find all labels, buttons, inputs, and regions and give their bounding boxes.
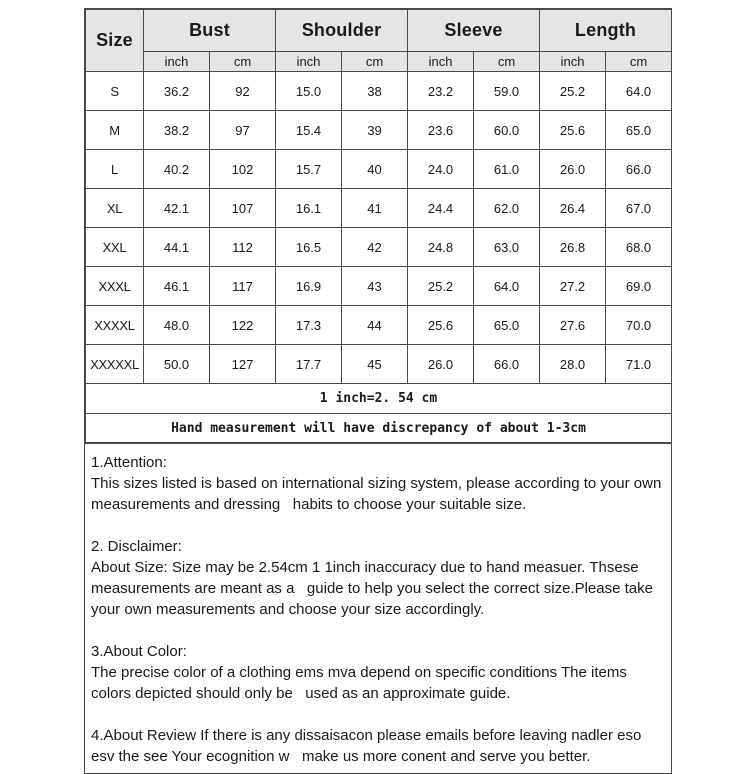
value-cell: 71.0 xyxy=(606,345,672,384)
value-cell: 50.0 xyxy=(144,345,210,384)
size-cell: S xyxy=(86,72,144,111)
value-cell: 48.0 xyxy=(144,306,210,345)
value-cell: 23.6 xyxy=(408,111,474,150)
value-cell: 38 xyxy=(342,72,408,111)
value-cell: 17.7 xyxy=(276,345,342,384)
value-cell: 26.4 xyxy=(540,189,606,228)
table-row xyxy=(86,72,672,111)
value-cell: 25.2 xyxy=(408,267,474,306)
value-cell: 39 xyxy=(342,111,408,150)
table-row xyxy=(86,306,672,345)
value-cell: 127 xyxy=(210,345,276,384)
header-row xyxy=(86,10,672,52)
value-cell: 16.1 xyxy=(276,189,342,228)
table-row xyxy=(86,150,672,189)
value-cell: 92 xyxy=(210,72,276,111)
unit-header: cm xyxy=(606,52,672,72)
table-row xyxy=(86,345,672,384)
value-cell: 28.0 xyxy=(540,345,606,384)
value-cell: 16.9 xyxy=(276,267,342,306)
unit-header: inch xyxy=(408,52,474,72)
value-cell: 44 xyxy=(342,306,408,345)
unit-header: cm xyxy=(474,52,540,72)
unit-header: inch xyxy=(540,52,606,72)
value-cell: 43 xyxy=(342,267,408,306)
note-disclaimer-body: About Size: Size may be 2.54cm 1 1inch inaccuracy due to hand measuer. Thsese measurements are meant as a guide to help you select the correct size.Please take your own measurements and choose your size accordingly. xyxy=(91,559,658,618)
value-cell: 70.0 xyxy=(606,306,672,345)
note-attention xyxy=(91,452,666,515)
value-cell: 23.2 xyxy=(408,72,474,111)
group-header-length: Length xyxy=(540,10,672,52)
note-about-review-body: 4.About Review If there is any dissaisacon please emails before leaving nadler eso esv the see Your ecognition w make us more conent and serve you better. xyxy=(91,727,646,765)
value-cell: 60.0 xyxy=(474,111,540,150)
note-attention-body: This sizes listed is based on international sizing system, please according to your own measurements and dressing habits to choose your suitable size. xyxy=(91,475,666,513)
unit-header: inch xyxy=(276,52,342,72)
value-cell: 41 xyxy=(342,189,408,228)
value-cell: 65.0 xyxy=(474,306,540,345)
group-header-bust: Bust xyxy=(144,10,276,52)
table-row xyxy=(86,267,672,306)
size-cell: L xyxy=(86,150,144,189)
value-cell: 97 xyxy=(210,111,276,150)
value-cell: 15.4 xyxy=(276,111,342,150)
unit-header: cm xyxy=(342,52,408,72)
size-cell: XXXXL xyxy=(86,306,144,345)
value-cell: 26.8 xyxy=(540,228,606,267)
footnote-row-hand-measurement xyxy=(86,414,672,443)
unit-header: inch xyxy=(144,52,210,72)
note-attention-title: 1.Attention: xyxy=(91,454,167,471)
note-about-color-body: The precise color of a clothing ems mva depend on specific conditions The items colors depicted should only be used as an approximate guide. xyxy=(91,664,632,702)
value-cell: 107 xyxy=(210,189,276,228)
value-cell: 59.0 xyxy=(474,72,540,111)
value-cell: 42.1 xyxy=(144,189,210,228)
unit-header: cm xyxy=(210,52,276,72)
notes-section xyxy=(85,443,671,773)
value-cell: 25.6 xyxy=(408,306,474,345)
value-cell: 65.0 xyxy=(606,111,672,150)
table-row xyxy=(86,111,672,150)
note-about-review xyxy=(91,725,663,767)
note-disclaimer xyxy=(91,536,663,620)
value-cell: 26.0 xyxy=(408,345,474,384)
footnote-inch-conversion: 1 inch=2. 54 cm xyxy=(86,384,672,414)
value-cell: 62.0 xyxy=(474,189,540,228)
value-cell: 46.1 xyxy=(144,267,210,306)
value-cell: 40.2 xyxy=(144,150,210,189)
value-cell: 40 xyxy=(342,150,408,189)
value-cell: 17.3 xyxy=(276,306,342,345)
group-header-shoulder: Shoulder xyxy=(276,10,408,52)
note-about-color xyxy=(91,641,663,704)
value-cell: 117 xyxy=(210,267,276,306)
value-cell: 45 xyxy=(342,345,408,384)
value-cell: 61.0 xyxy=(474,150,540,189)
value-cell: 42 xyxy=(342,228,408,267)
value-cell: 24.4 xyxy=(408,189,474,228)
value-cell: 122 xyxy=(210,306,276,345)
size-cell: XXL xyxy=(86,228,144,267)
value-cell: 102 xyxy=(210,150,276,189)
value-cell: 63.0 xyxy=(474,228,540,267)
value-cell: 25.6 xyxy=(540,111,606,150)
value-cell: 25.2 xyxy=(540,72,606,111)
table-row xyxy=(86,189,672,228)
value-cell: 27.6 xyxy=(540,306,606,345)
value-cell: 112 xyxy=(210,228,276,267)
value-cell: 27.2 xyxy=(540,267,606,306)
value-cell: 15.0 xyxy=(276,72,342,111)
footnote-row-inch-conversion xyxy=(86,384,672,414)
value-cell: 24.0 xyxy=(408,150,474,189)
note-disclaimer-title: 2. Disclaimer: xyxy=(91,538,182,555)
size-chart-sheet xyxy=(84,8,672,774)
value-cell: 38.2 xyxy=(144,111,210,150)
value-cell: 15.7 xyxy=(276,150,342,189)
size-cell: XXXL xyxy=(86,267,144,306)
note-about-color-title: 3.About Color: xyxy=(91,643,187,660)
value-cell: 66.0 xyxy=(606,150,672,189)
size-cell: XXXXXL xyxy=(86,345,144,384)
size-header-cell: Size xyxy=(86,10,144,72)
value-cell: 64.0 xyxy=(606,72,672,111)
group-header-sleeve: Sleeve xyxy=(408,10,540,52)
value-cell: 67.0 xyxy=(606,189,672,228)
footnote-hand-measurement: Hand measurement will have discrepancy of about 1-3cm xyxy=(86,414,672,443)
size-cell: XL xyxy=(86,189,144,228)
size-table xyxy=(85,9,672,443)
value-cell: 36.2 xyxy=(144,72,210,111)
size-cell: M xyxy=(86,111,144,150)
value-cell: 16.5 xyxy=(276,228,342,267)
value-cell: 24.8 xyxy=(408,228,474,267)
value-cell: 64.0 xyxy=(474,267,540,306)
table-row xyxy=(86,228,672,267)
value-cell: 26.0 xyxy=(540,150,606,189)
value-cell: 66.0 xyxy=(474,345,540,384)
value-cell: 69.0 xyxy=(606,267,672,306)
unit-header-row xyxy=(86,52,672,72)
value-cell: 44.1 xyxy=(144,228,210,267)
value-cell: 68.0 xyxy=(606,228,672,267)
